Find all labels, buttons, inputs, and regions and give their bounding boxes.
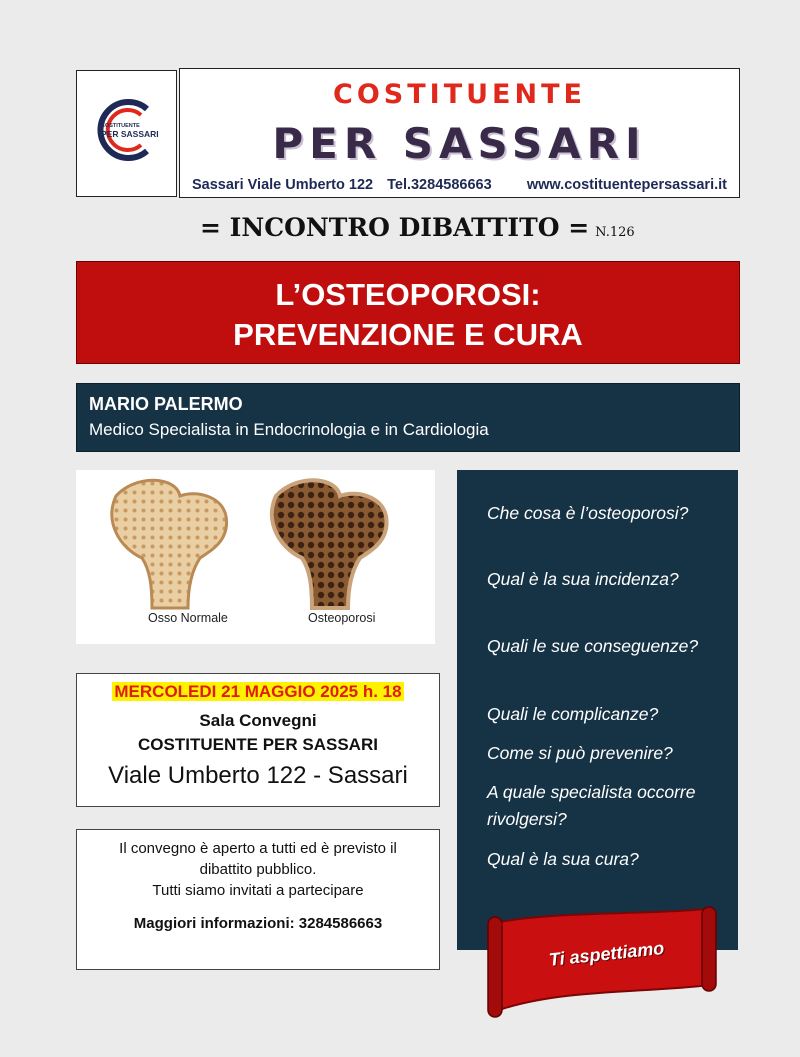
logo-text-top: COSTITUENTE <box>101 123 140 129</box>
venue-name: Sala Convegni <box>199 711 317 730</box>
question-item: Che cosa è l’osteoporosi? <box>487 503 689 523</box>
closing-text: Ti aspettiamo <box>548 937 666 970</box>
venue-organization: COSTITUENTE PER SASSARI <box>138 735 378 754</box>
info-line-3: Tutti siamo invitati a partecipare <box>152 882 364 899</box>
speaker-box <box>76 383 740 452</box>
event-details <box>76 673 440 807</box>
brand-address: Sassari Viale Umberto 122 <box>192 177 374 193</box>
brand-website[interactable]: www.costituentepersassari.it <box>526 177 727 193</box>
info-box <box>76 829 440 970</box>
question-item: Quali le sue conseguenze? <box>487 636 699 656</box>
venue-address: Viale Umberto 122 - Sassari <box>108 762 408 789</box>
question-item: Come si può prevenire? <box>487 743 673 763</box>
question-item: Quali le complicanze? <box>487 704 659 724</box>
event-title-line2: PREVENZIONE E CURA <box>233 317 583 352</box>
speaker-name: MARIO PALERMO <box>89 394 243 414</box>
info-line-2: dibattito pubblico. <box>199 861 317 878</box>
event-title <box>76 261 740 364</box>
question-item: A quale specialista occorre rivolgersi? <box>487 782 696 829</box>
brand-title-line2: PER SASSARI <box>272 119 647 168</box>
info-contact: Maggiori informazioni: 3284586663 <box>133 915 383 932</box>
logo <box>76 70 177 197</box>
questions-panel <box>457 470 738 950</box>
brand-header <box>179 68 740 198</box>
speaker-role: Medico Specialista in Endocrinologia e in Cardiologia <box>89 420 489 439</box>
question-item: Qual è la sua cura? <box>487 849 639 869</box>
event-type-label: = INCONTRO DIBATTITO = <box>200 213 590 242</box>
event-type <box>200 213 635 247</box>
brand-title-line1: COSTITUENTE <box>333 79 586 110</box>
info-line-1: Il convegno è aperto a tutti ed è previsto il <box>119 840 397 857</box>
event-number: N.126 <box>595 225 635 240</box>
event-date: MERCOLEDI 21 MAGGIO 2025 h. 18 <box>114 682 402 701</box>
event-title-line1: L’OSTEOPOROSI: <box>275 277 541 312</box>
brand-phone: Tel.3284586663 <box>387 177 492 193</box>
logo-text-main: PER SASSARI <box>101 129 159 139</box>
logo-mark-icon <box>95 97 161 163</box>
label-osteoporosis-bone: Osteoporosi <box>308 611 376 625</box>
bone-illustration <box>76 470 435 644</box>
brand-contact <box>192 177 727 193</box>
label-normal-bone: Osso Normale <box>148 611 228 625</box>
bone-comparison-icon <box>76 470 435 644</box>
question-item: Qual è la sua incidenza? <box>487 569 679 589</box>
